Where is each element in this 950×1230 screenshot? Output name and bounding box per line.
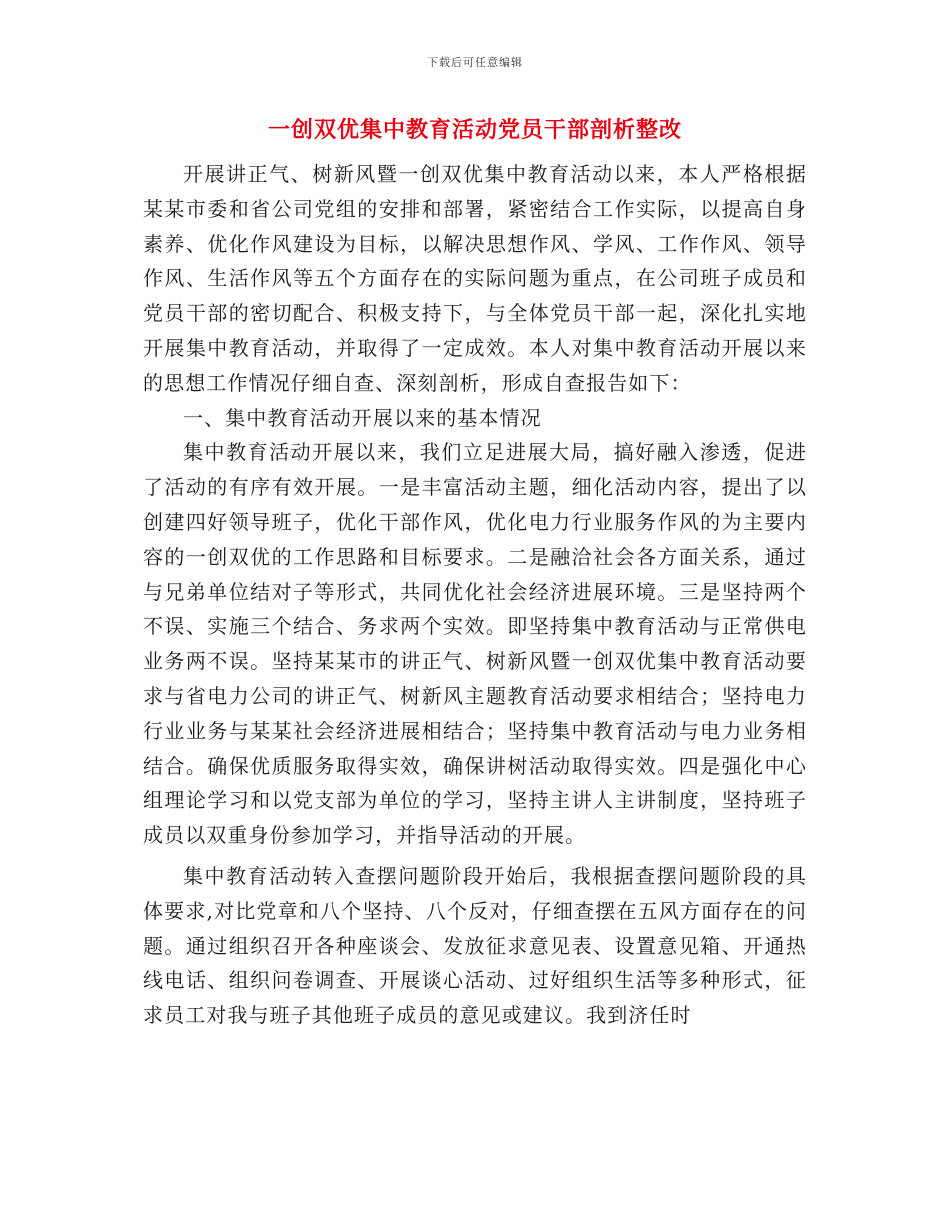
header-note: 下载后可任意编辑 [427, 56, 523, 69]
document-title: 一创双优集中教育活动党员干部剖析整改 [267, 117, 682, 143]
paragraph-problem-finding: 集中教育活动转入查摆问题阶段开始后，我根据查摆问题阶段的具体要求,对比党章和八个坚持、八个反对，仔细查摆在五风方面存在的问题。通过组织召开各种座谈会、发放征求意见表、设置意见箱、开通热线电话、组织问卷调查、开展谈心活动、过好组织生活等多种形式，征求员工对我与班子其他班子成员的意见或建议。我到济任时 [143, 863, 807, 1028]
document-body [143, 157, 807, 1033]
section-heading-1: 一、集中教育活动开展以来的基本情况 [183, 405, 542, 430]
paragraph-basic-situation: 集中教育活动开展以来，我们立足进展大局，搞好融入渗透，促进了活动的有序有效开展。一是丰富活动主题，细化活动内容，提出了以创建四好领导班子，优化干部作风，优化电力行业服务作风的为主要内容的一创双优的工作思路和目标要求。二是融洽社会各方面关系，通过与兄弟单位结对子等形式，共同优化社会经济进展环境。三是坚持两个不误、实施三个结合、务求两个实效。即坚持集中教育活动与正常供电业务两不误。坚持某某市的讲正气、树新风暨一创双优集中教育活动要求与省电力公司的讲正气、树新风主题教育活动要求相结合；坚持电力行业业务与某某社会经济进展相结合；坚持集中教育活动与电力业务相结合。确保优质服务取得实效，确保讲树活动取得实效。四是强化中心组理论学习和以党支部为单位的学习，坚持主讲人主讲制度，坚持班子成员以双重身份参加学习，并指导活动的开展。 [143, 440, 807, 848]
paragraph-intro: 开展讲正气、树新风暨一创双优集中教育活动以来，本人严格根据某某市委和省公司党组的安排和部署，紧密结合工作实际，以提高自身素养、优化作风建设为目标，以解决思想作风、学风、工作作风、领导作风、生活作风等五个方面存在的实际问题为重点，在公司班子成员和党员干部的密切配合、积极支持下，与全体党员干部一起，深化扎实地开展集中教育活动，并取得了一定成效。本人对集中教育活动开展以来的思想工作情况仔细自查、深刻剖析，形成自查报告如下： [143, 162, 807, 395]
